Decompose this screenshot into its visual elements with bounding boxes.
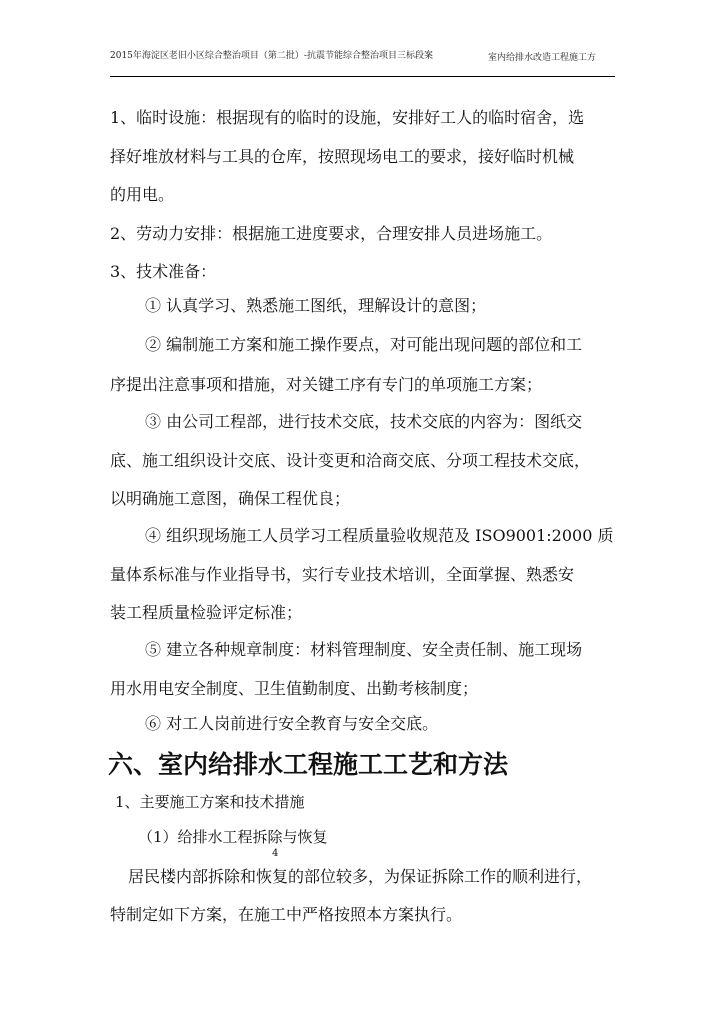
- body-line: 用水用电安全制度、卫生值勤制度、出勤考核制度；: [110, 679, 479, 698]
- body-line: ⑤ 建立各种规章制度：材料管理制度、安全责任制、施工现场: [145, 640, 583, 659]
- body-line: 以明确施工意图，确保工程优良；: [110, 489, 351, 508]
- body-line: 序提出注意事项和措施，对关键工序有专门的单项施工方案；: [110, 375, 543, 394]
- section-heading: 六、室内给排水工程施工工艺和方法: [108, 750, 509, 779]
- header-document-title: 室内给排水改造工程施工方: [488, 53, 597, 63]
- header-project-title: 2015年海淀区老旧小区综合整治项目（第二批）-抗震节能综合整治项目三标段案: [110, 51, 433, 61]
- body-line: ⑥ 对工人岗前进行安全教育与安全交底。: [145, 714, 439, 733]
- page-number: 4: [272, 848, 279, 859]
- body-line: 2、劳动力安排：根据施工进度要求，合理安排人员进场施工。: [110, 224, 553, 243]
- body-line: 3、技术准备：: [110, 262, 217, 281]
- body-line: 择好堆放材料与工具的仓库，按照现场电工的要求，接好临时机械: [110, 147, 575, 166]
- body-line: ② 编制施工方案和施工操作要点，对可能出现问题的部位和工: [145, 335, 583, 354]
- body-line: ① 认真学习、熟悉施工图纸，理解设计的意图；: [145, 296, 487, 315]
- body-line: 底、施工组织设计交底、设计变更和洽商交底、分项工程技术交底，: [110, 451, 591, 470]
- header-divider: [110, 76, 615, 77]
- body-line: 量体系标准与作业指导书，实行专业技术培训，全面掌握、熟悉安: [110, 565, 575, 584]
- subsection-title: 1、主要施工方案和技术措施: [115, 793, 305, 811]
- body-line: 居民楼内部拆除和恢复的部位较多，为保证拆除工作的顺利进行，: [128, 867, 593, 886]
- body-line: ③ 由公司工程部，进行技术交底，技术交底的内容为：图纸交: [145, 412, 583, 431]
- subsubsection-title: （1）给排水工程拆除与恢复: [138, 828, 328, 846]
- body-line: 的用电。: [110, 185, 175, 204]
- body-line: 装工程质量检验评定标准；: [110, 603, 303, 622]
- body-line: 特制定如下方案，在施工中严格按照本方案执行。: [110, 905, 463, 924]
- body-line: ④ 组织现场施工人员学习工程质量验收规范及 ISO9001:2000 质: [145, 526, 614, 545]
- body-line: 1、临时设施：根据现有的临时的设施，安排好工人的临时宿舍，选: [110, 108, 585, 127]
